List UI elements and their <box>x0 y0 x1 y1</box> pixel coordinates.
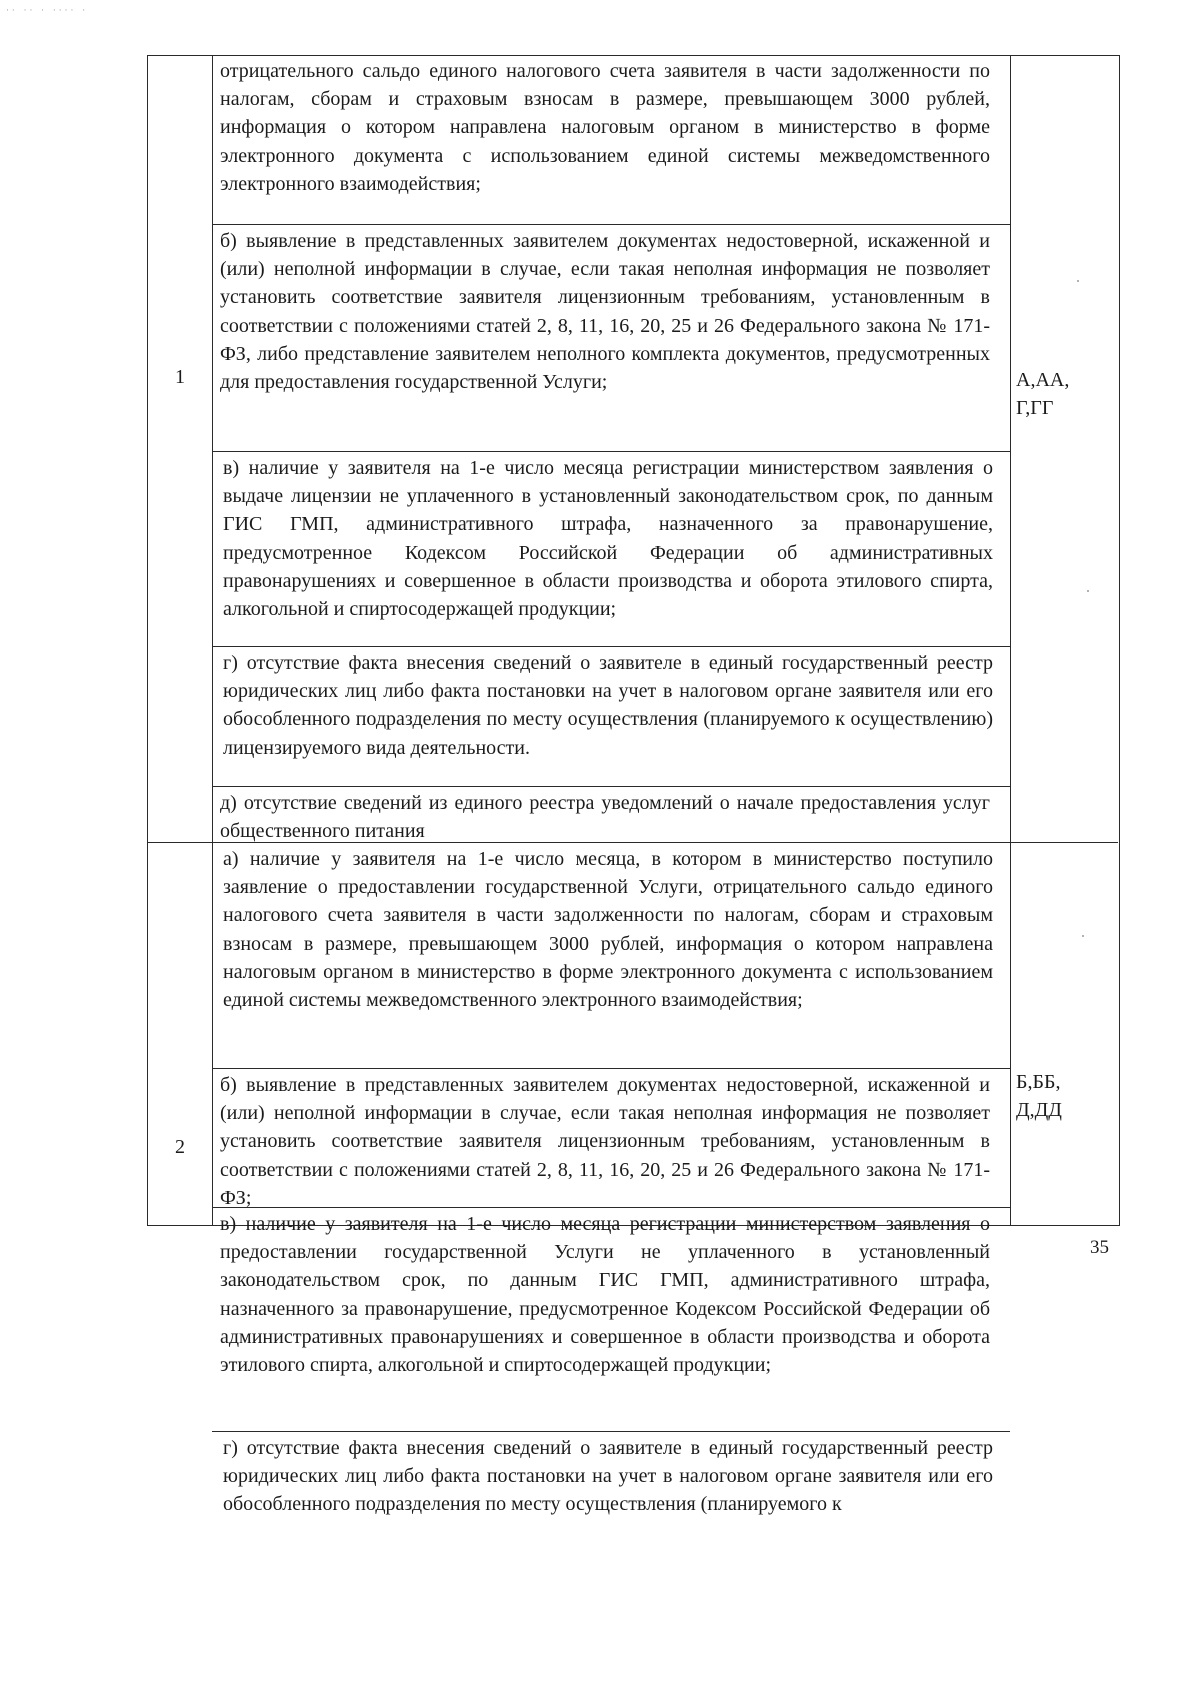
code-line: А,АА, <box>1016 369 1070 391</box>
table-cell-text: а) наличие у заявителя на 1-е число месяца, в котором в министерство поступило заявление о предоставлении государственной Услуги, отрицательного сальдо единого налогового счета заявителя в части задолженности по налогам, сборам и страховым взносам в размере, превышающем 3000 рублей, информация о котором направлена налоговым органом в министерство в форме электронного документа с использованием единой системы межведомственного электронного взаимодействия; <box>223 848 993 1012</box>
page-number: 35 <box>1090 1237 1109 1258</box>
row-codes <box>1010 1068 1118 1124</box>
code-line: Б,ББ, <box>1016 1071 1061 1093</box>
table-cell-text: д) отсутствие сведений из единого реестра уведомлений о начале предоставления услуг общественного питания <box>220 792 990 843</box>
table-cell-text: в) наличие у заявителя на 1-е число месяца регистрации министерством заявления о предоставлении государственной Услуги не уплаченного в установленный законодательством срок, по данным ГИС ГМП, административного штрафа, назначенного за правонарушение, предусмотренное Кодексом Российской Федерации об административных правонарушениях и совершенное в области производства и оборота этилового спирта, алкогольной и спиртосодержащей продукции; <box>220 1213 990 1377</box>
row-number: 1 <box>175 366 185 388</box>
row-codes <box>1010 366 1118 422</box>
table-cell-text: отрицательного сальдо единого налогового счета заявителя в части задолженности по налогам, сборам и страховым взносам в размере, превышающем 3000 рублей, информация о котором направлена налоговым органом в министерство в форме электронного документа с использованием единой системы межведомственного электронного взаимодействия; <box>220 60 990 195</box>
table-cell-text: б) выявление в представленных заявителем документах недостоверной, искаженной и (или) неполной информации в случае, если такая неполная информация не позволяет установить соответствие заявителя лицензионным требованиям, установленным в соответствии с положениями статей 2, 8, 11, 16, 20, 25 и 26 Федерального закона № 171-ФЗ, либо представление заявителем неполного комплекта документов, предусмотренных для предоставления государственной Услуги; <box>220 230 990 394</box>
cell-divider <box>212 786 1010 787</box>
scan-speck <box>1082 935 1084 937</box>
cell-divider <box>212 646 1010 647</box>
column-divider-codes <box>1010 56 1011 1225</box>
row-number: 2 <box>175 1136 185 1158</box>
scan-speck <box>1077 280 1079 282</box>
table-cell-text: б) выявление в представленных заявителем документах недостоверной, искаженной и (или) неполной информации в случае, если такая неполная информация не позволяет установить соответствие заявителя лицензионным требованиям, установленным в соответствии с положениями статей 2, 8, 11, 16, 20, 25 и 26 Федерального закона № 171-ФЗ; <box>220 1074 990 1209</box>
code-line: Д,ДД <box>1016 1099 1062 1121</box>
table-cell-text: в) наличие у заявителя на 1-е число месяца регистрации министерством заявления о выдаче лицензии не уплаченного в установленный законодательством срок, по данным ГИС ГМП, административного штрафа, назначенного за правонарушение, предусмотренное Кодексом Российской Федерации об административных правонарушениях и совершенное в области производства и оборота этилового спирта, алкогольной и спиртосодержащей продукции; <box>223 457 993 621</box>
cell-divider <box>212 224 1010 225</box>
code-line: Г,ГГ <box>1016 397 1054 419</box>
scan-header-mark: ·· ·· · ···· · <box>6 6 89 16</box>
column-divider-number <box>212 56 213 1225</box>
cell-divider <box>212 1431 1010 1432</box>
scan-speck <box>1087 590 1089 592</box>
cell-divider <box>212 451 1010 452</box>
cell-divider <box>212 1068 1010 1069</box>
table-cell-text: г) отсутствие факта внесения сведений о заявителе в единый государственный реестр юридических лиц либо факта постановки на учет в налоговом органе заявителя или его обособленного подразделения по месту осуществления (планируемого к <box>223 1437 993 1516</box>
table-cell-text: г) отсутствие факта внесения сведений о заявителе в единый государственный реестр юридических лиц либо факта постановки на учет в налоговом органе заявителя или его обособленного подразделения по месту осуществления (планируемого к осуществлению) лицензируемого вида деятельности. <box>223 652 993 759</box>
